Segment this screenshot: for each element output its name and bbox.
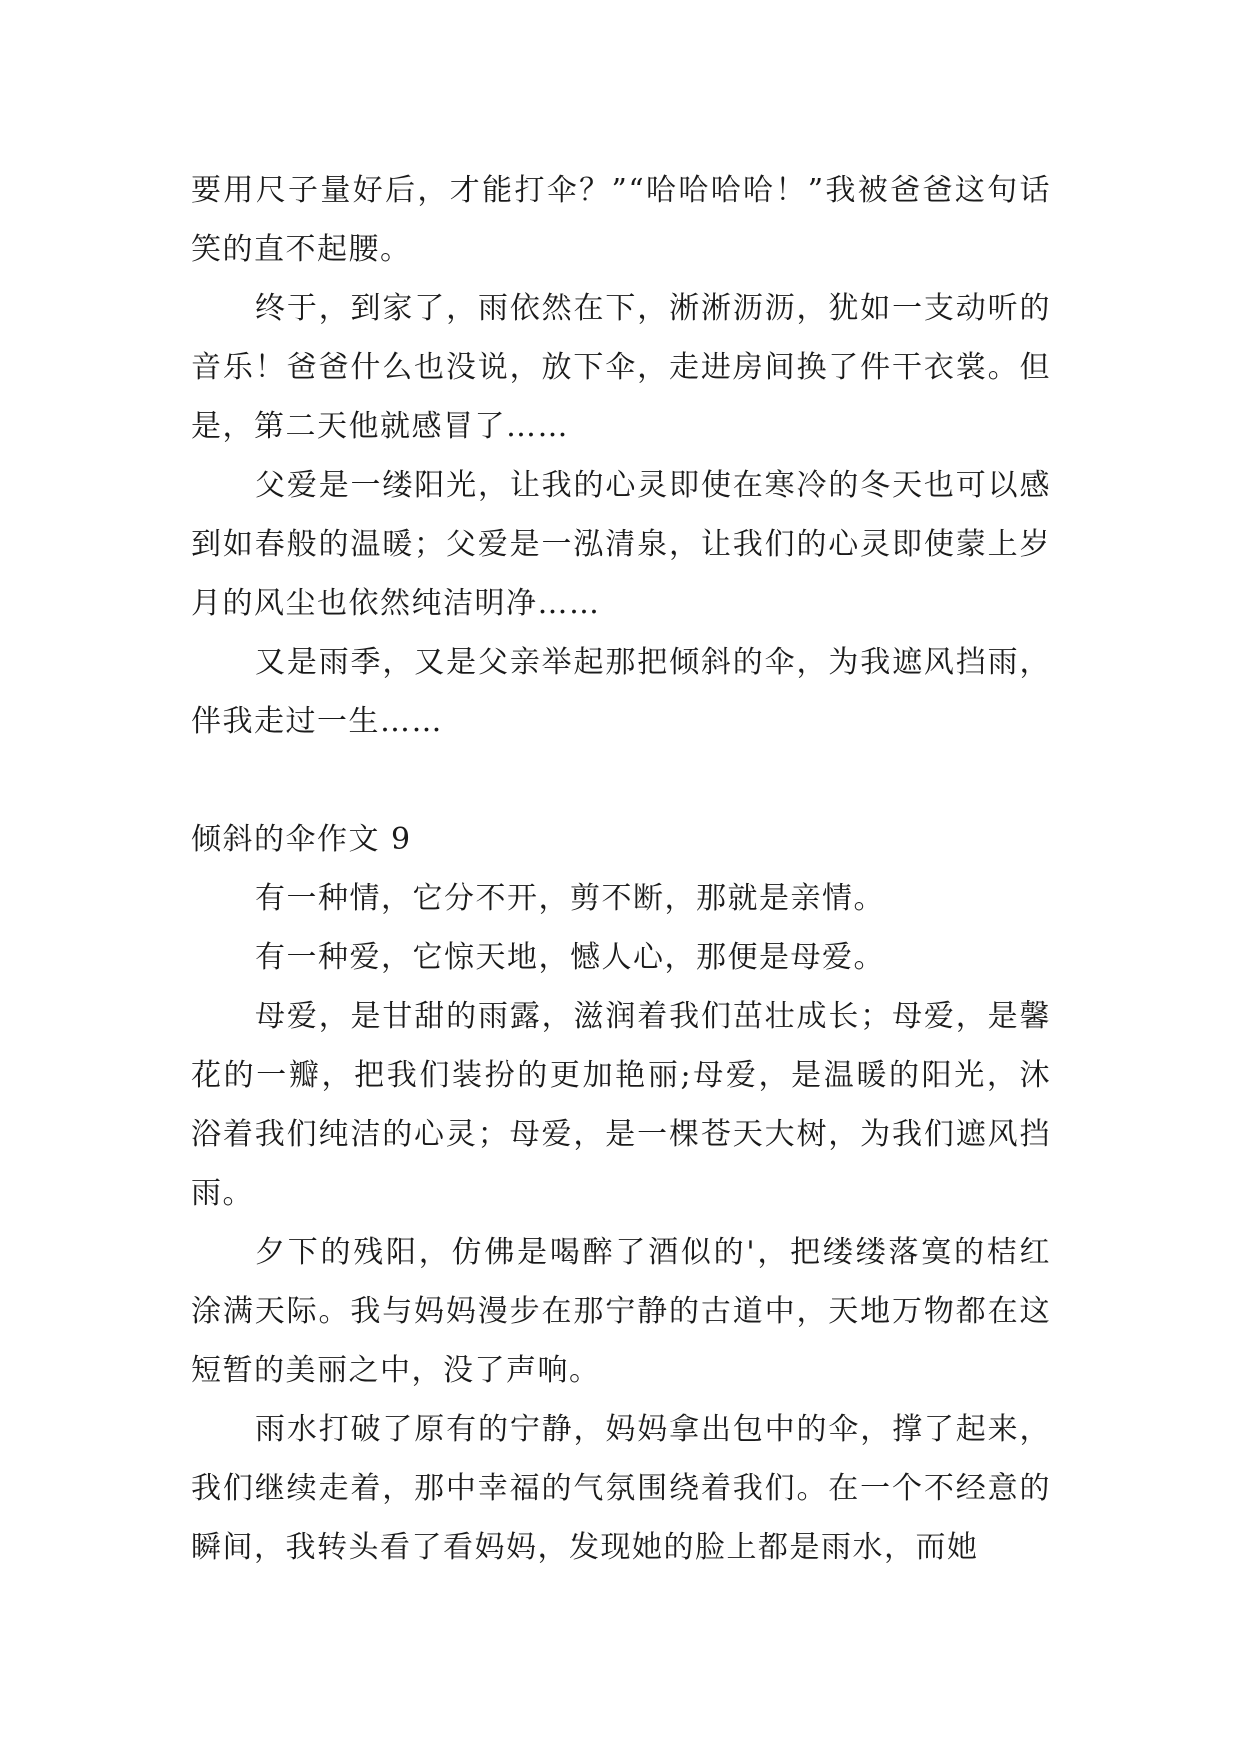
paragraph-continuation: 要用尺子量好后，才能打伞？”“哈哈哈哈！”我被爸爸这句话笑的直不起腰。 [191, 173, 1051, 267]
document-body [191, 161, 1051, 1577]
paragraph: 夕下的残阳，仿佛是喝醉了酒似的'，把缕缕落寞的桔红涂满天际。我与妈妈漫步在那宁静的古道中，天地万物都在这短暂的美丽之中，没了声响。 [191, 1235, 1051, 1388]
paragraph: 终于，到家了，雨依然在下，淅淅沥沥，犹如一支动听的音乐！爸爸什么也没说，放下伞，走进房间换了件干衣裳。但是，第二天他就感冒了…… [191, 291, 1051, 444]
paragraph: 父爱是一缕阳光，让我的心灵即使在寒冷的冬天也可以感到如春般的温暖；父爱是一泓清泉，让我们的心灵即使蒙上岁月的风尘也依然纯洁明净…… [191, 468, 1051, 621]
paragraph: 有一种情，它分不开，剪不断，那就是亲情。 [255, 881, 885, 916]
paragraph: 雨水打破了原有的宁静，妈妈拿出包中的伞，撑了起来，我们继续走着，那中幸福的气氛围绕着我们。在一个不经意的瞬间，我转头看了看妈妈，发现她的脸上都是雨水，而她 [191, 1412, 1051, 1565]
paragraph: 有一种爱，它惊天地，憾人心，那便是母爱。 [255, 940, 885, 975]
paragraph: 母爱，是甘甜的雨露，滋润着我们茁壮成长；母爱，是馨花的一瓣，把我们装扮的更加艳丽;母爱，是温暖的阳光，沐浴着我们纯洁的心灵；母爱，是一棵苍天大树，为我们遮风挡雨。 [191, 999, 1051, 1211]
essay-title: 倾斜的伞作文 9 [191, 822, 412, 857]
paragraph: 又是雨季，又是父亲举起那把倾斜的伞，为我遮风挡雨，伴我走过一生…… [191, 645, 1051, 739]
